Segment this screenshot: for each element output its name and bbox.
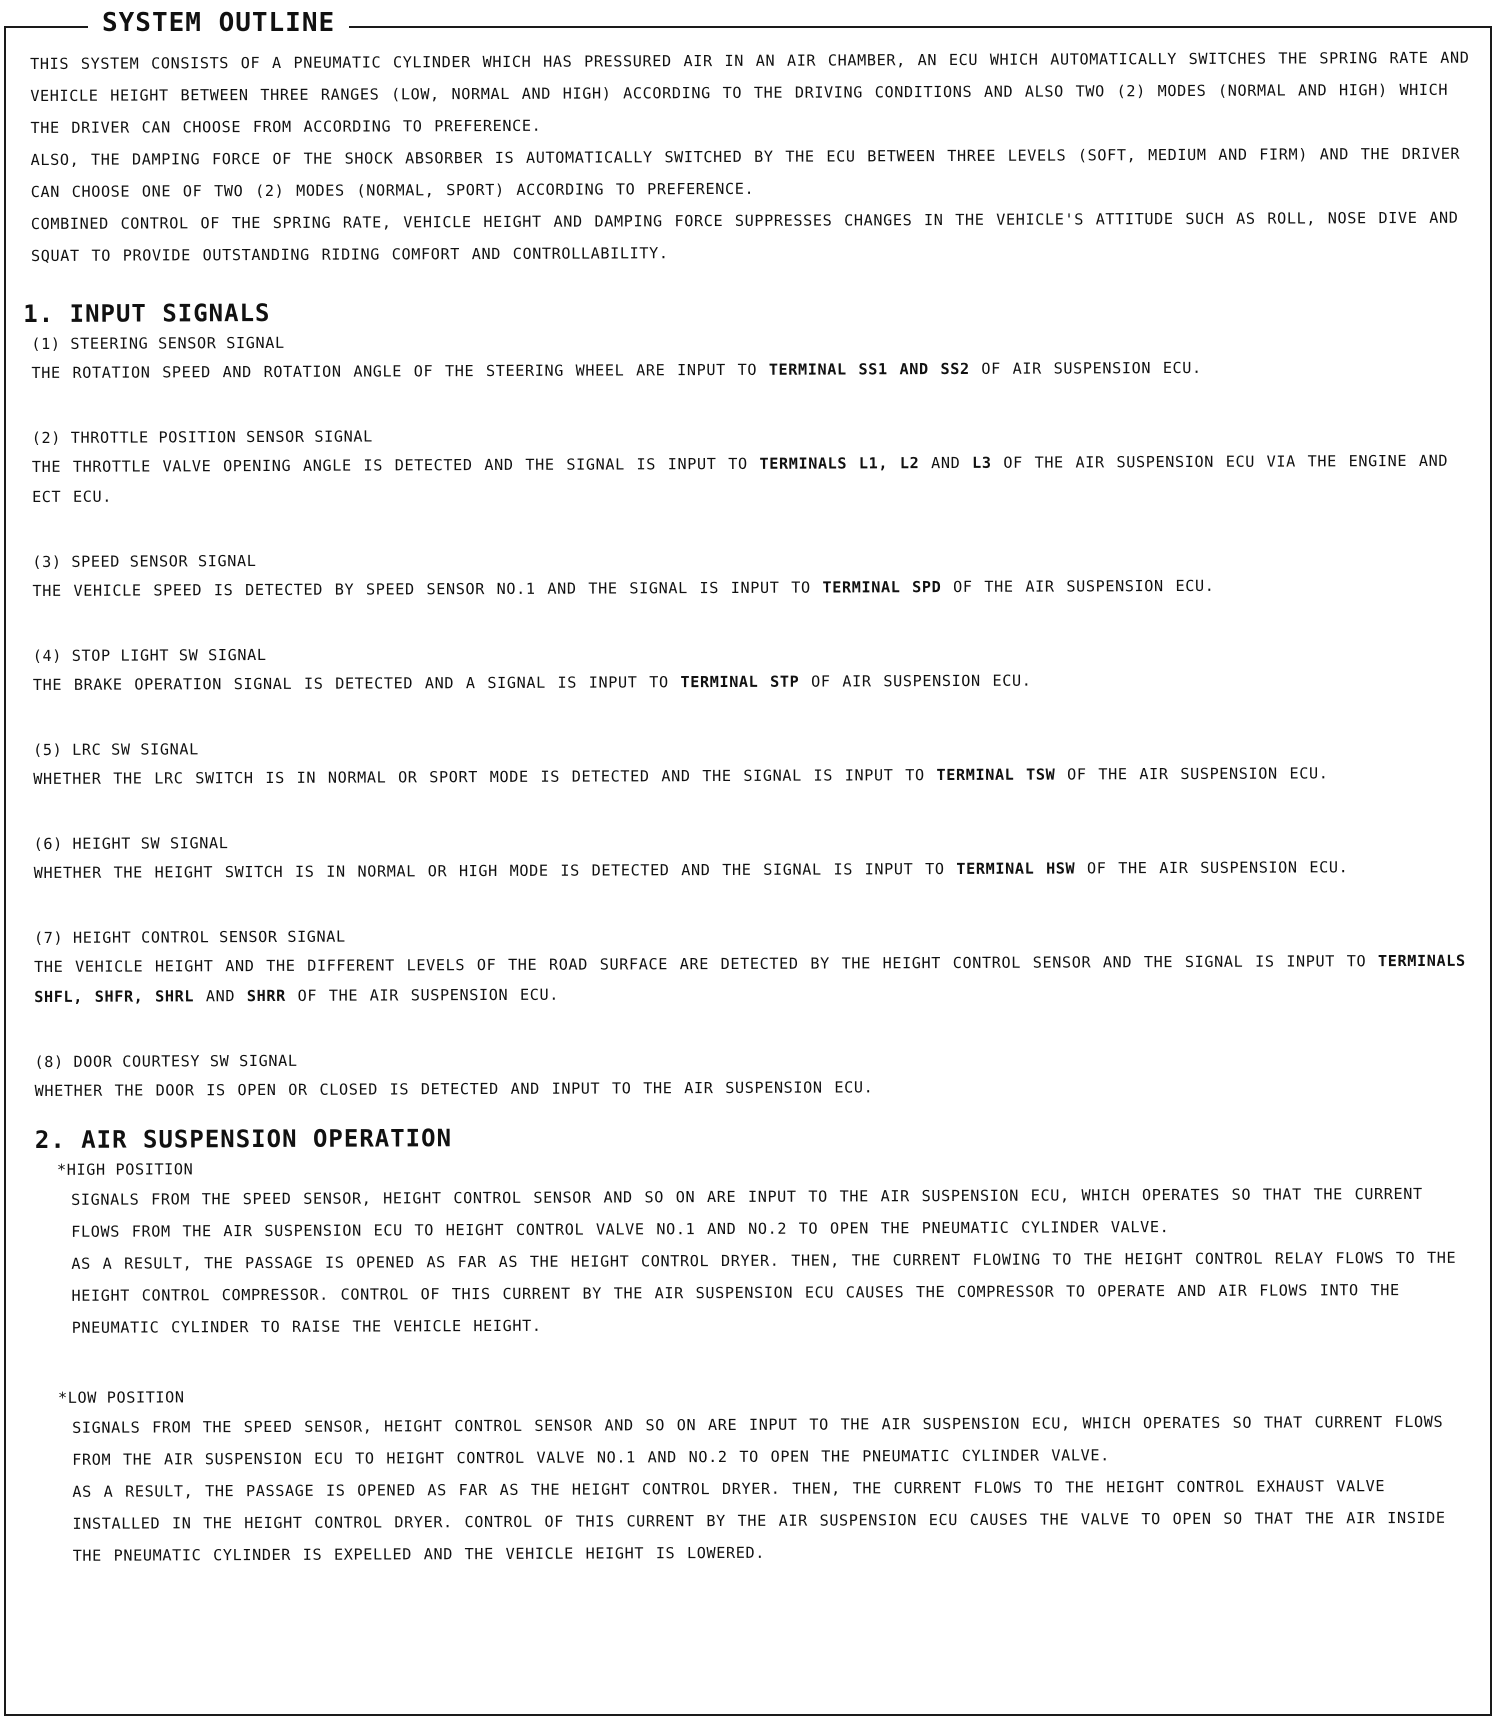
signal-description: WHETHER THE DOOR IS OPEN OR CLOSED IS DETECTED AND INPUT TO THE AIR SUSPENSION ECU. xyxy=(34,1078,874,1100)
signal-item-4 xyxy=(33,636,1473,700)
signal-description: WHETHER THE HEIGHT SWITCH IS IN NORMAL OR HIGH MODE IS DETECTED AND THE SIGNAL IS INPUT TO TERMINAL HSW OF THE AIR SUSPENSION ECU. xyxy=(33,858,1349,882)
signal-label: (3) SPEED SENSOR SIGNAL xyxy=(32,552,257,571)
terminal-ref: TERMINAL SPD xyxy=(822,578,942,597)
input-signals-heading: 1. INPUT SIGNALS xyxy=(23,298,271,329)
outline-paragraph-3: COMBINED CONTROL OF THE SPRING RATE, VEHICLE HEIGHT AND DAMPING FORCE SUPPRESSES CHANGES IN THE VEHICLE'S ATTITUDE SUCH AS ROLL, NOSE DIVE AND SQUAT TO PROVIDE OUTSTANDING RIDING COMFORT AND CONTROLLABILITY. xyxy=(30,208,1459,265)
low-position-text-2: AS A RESULT, THE PASSAGE IS OPENED AS FAR AS THE HEIGHT CONTROL DRYER. THEN, THE CURRENT FLOWS TO THE HEIGHT CONTROL EXHAUST VALVE INSTALLED IN THE HEIGHT CONTROL DRYER. CONTROL OF THIS CURRENT BY THE AIR SUSPENSION ECU CAUSES THE VALVE TO OPEN SO THAT THE AIR INSIDE THE PNEUMATIC CYLINDER IS EXPELLED AND THE VEHICLE HEIGHT IS LOWERED. xyxy=(72,1477,1446,1565)
signal-description: WHETHER THE LRC SWITCH IS IN NORMAL OR SPORT MODE IS DETECTED AND THE SIGNAL IS INPUT TO TERMINAL TSW OF THE AIR SUSPENSION ECU. xyxy=(33,764,1329,788)
terminal-ref: TERMINAL HSW xyxy=(956,859,1076,878)
high-position-block xyxy=(57,1150,1476,1344)
terminal-ref: TERMINAL TSW xyxy=(936,765,1056,785)
signal-description: THE THROTTLE VALVE OPENING ANGLE IS DETECTED AND THE SIGNAL IS INPUT TO TERMINALS L1, L2 AND L3 OF THE AIR SUSPENSION ECU VIA THE ENGINE AND ECT ECU. xyxy=(31,451,1449,506)
signal-label: (1) STEERING SENSOR SIGNAL xyxy=(31,333,285,353)
signal-description: THE ROTATION SPEED AND ROTATION ANGLE OF THE STEERING WHEEL ARE INPUT TO TERMINAL SS1 AND SS2 OF AIR SUSPENSION ECU. xyxy=(31,358,1202,382)
terminal-ref: TERMINALS SHFL, SHFR, SHRL xyxy=(34,951,1466,1006)
signal-description: THE BRAKE OPERATION SIGNAL IS DETECTED AND A SIGNAL IS INPUT TO TERMINAL STP OF AIR SUSPENSION ECU. xyxy=(32,671,1032,694)
signal-label: (4) STOP LIGHT SW SIGNAL xyxy=(32,645,267,665)
terminal-ref: SHRR xyxy=(246,986,286,1006)
low-position-block xyxy=(58,1378,1477,1572)
low-position-label: *LOW POSITION xyxy=(57,1388,185,1407)
low-position-text-1: SIGNALS FROM THE SPEED SENSOR, HEIGHT CONTROL SENSOR AND SO ON ARE INPUT TO THE AIR SUSPENSION ECU, WHICH OPERATES SO THAT CURRENT FLOWS FROM THE AIR SUSPENSION ECU TO HEIGHT CONTROL VALVE NO.1 AND NO.2 TO OPEN THE PNEUMATIC CYLINDER VALVE. xyxy=(72,1412,1444,1469)
signal-label: (8) DOOR COURTESY SW SIGNAL xyxy=(34,1051,298,1071)
signal-item-2 xyxy=(32,418,1472,512)
signal-item-7 xyxy=(34,918,1474,1012)
outline-paragraph-2: ALSO, THE DAMPING FORCE OF THE SHOCK ABSORBER IS AUTOMATICALLY SWITCHED BY THE ECU BETWEEN THREE LEVELS (SOFT, MEDIUM AND FIRM) AND THE DRIVER CAN CHOOSE ONE OF TWO (2) MODES (NORMAL, SPORT) ACCORDING TO PREFERENCE. xyxy=(30,144,1461,201)
signal-label: (7) HEIGHT CONTROL SENSOR SIGNAL xyxy=(33,927,346,947)
high-position-text-1: SIGNALS FROM THE SPEED SENSOR, HEIGHT CONTROL SENSOR AND SO ON ARE INPUT TO THE AIR SUSPENSION ECU, WHICH OPERATES SO THAT THE CURRENT FLOWS FROM THE AIR SUSPENSION ECU TO HEIGHT CONTROL VALVE NO.1 AND NO.2 TO OPEN THE PNEUMATIC CYLINDER VALVE. xyxy=(71,1184,1423,1241)
system-outline-title: SYSTEM OUTLINE xyxy=(88,8,349,38)
signal-item-3 xyxy=(32,542,1472,606)
document-content xyxy=(23,22,1477,1572)
outline-paragraph-1: THIS SYSTEM CONSISTS OF A PNEUMATIC CYLINDER WHICH HAS PRESSURED AIR IN AN AIR CHAMBER, AN ECU WHICH AUTOMATICALLY SWITCHES THE SPRING RATE AND VEHICLE HEIGHT BETWEEN THREE RANGES (LOW, NORMAL AND HIGH) ACCORDING TO THE DRIVING CONDITIONS AND ALSO TWO (2) MODES (NORMAL AND HIGH) WHICH THE DRIVER CAN CHOOSE FROM ACCORDING TO PREFERENCE. xyxy=(30,48,1470,137)
signal-label: (2) THROTTLE POSITION SENSOR SIGNAL xyxy=(31,427,373,447)
high-position-text-2: AS A RESULT, THE PASSAGE IS OPENED AS FAR AS THE HEIGHT CONTROL DRYER. THEN, THE CURRENT FLOWING TO THE HEIGHT CONTROL RELAY FLOWS TO THE HEIGHT CONTROL COMPRESSOR. CONTROL OF THIS CURRENT BY THE AIR SUSPENSION ECU CAUSES THE COMPRESSOR TO OPERATE AND AIR FLOWS INTO THE PNEUMATIC CYLINDER TO RAISE THE VEHICLE HEIGHT. xyxy=(71,1248,1457,1337)
signal-description: THE VEHICLE HEIGHT AND THE DIFFERENT LEVELS OF THE ROAD SURFACE ARE DETECTED BY THE HEIGHT CONTROL SENSOR AND THE SIGNAL IS INPUT TO TERMINALS SHFL, SHFR, SHRL AND SHRR OF THE AIR SUSPENSION ECU. xyxy=(34,951,1466,1006)
high-position-label: *HIGH POSITION xyxy=(56,1160,194,1179)
signal-description: THE VEHICLE SPEED IS DETECTED BY SPEED SENSOR NO.1 AND THE SIGNAL IS INPUT TO TERMINAL SPD OF THE AIR SUSPENSION ECU. xyxy=(32,576,1215,600)
signal-label: (6) HEIGHT SW SIGNAL xyxy=(33,834,229,853)
signal-item-6 xyxy=(33,824,1473,888)
terminal-ref: TERMINAL STP xyxy=(680,672,800,692)
terminal-ref: L3 xyxy=(972,453,992,472)
terminal-ref: TERMINALS L1, L2 xyxy=(759,454,920,473)
signal-item-5 xyxy=(33,730,1473,794)
signal-item-1 xyxy=(31,324,1471,388)
signal-label: (5) LRC SW SIGNAL xyxy=(33,740,199,759)
terminal-ref: TERMINAL SS1 AND SS2 xyxy=(768,359,970,379)
signal-item-8 xyxy=(34,1042,1474,1106)
air-suspension-operation-heading: 2. AIR SUSPENSION OPERATION xyxy=(34,1124,453,1154)
